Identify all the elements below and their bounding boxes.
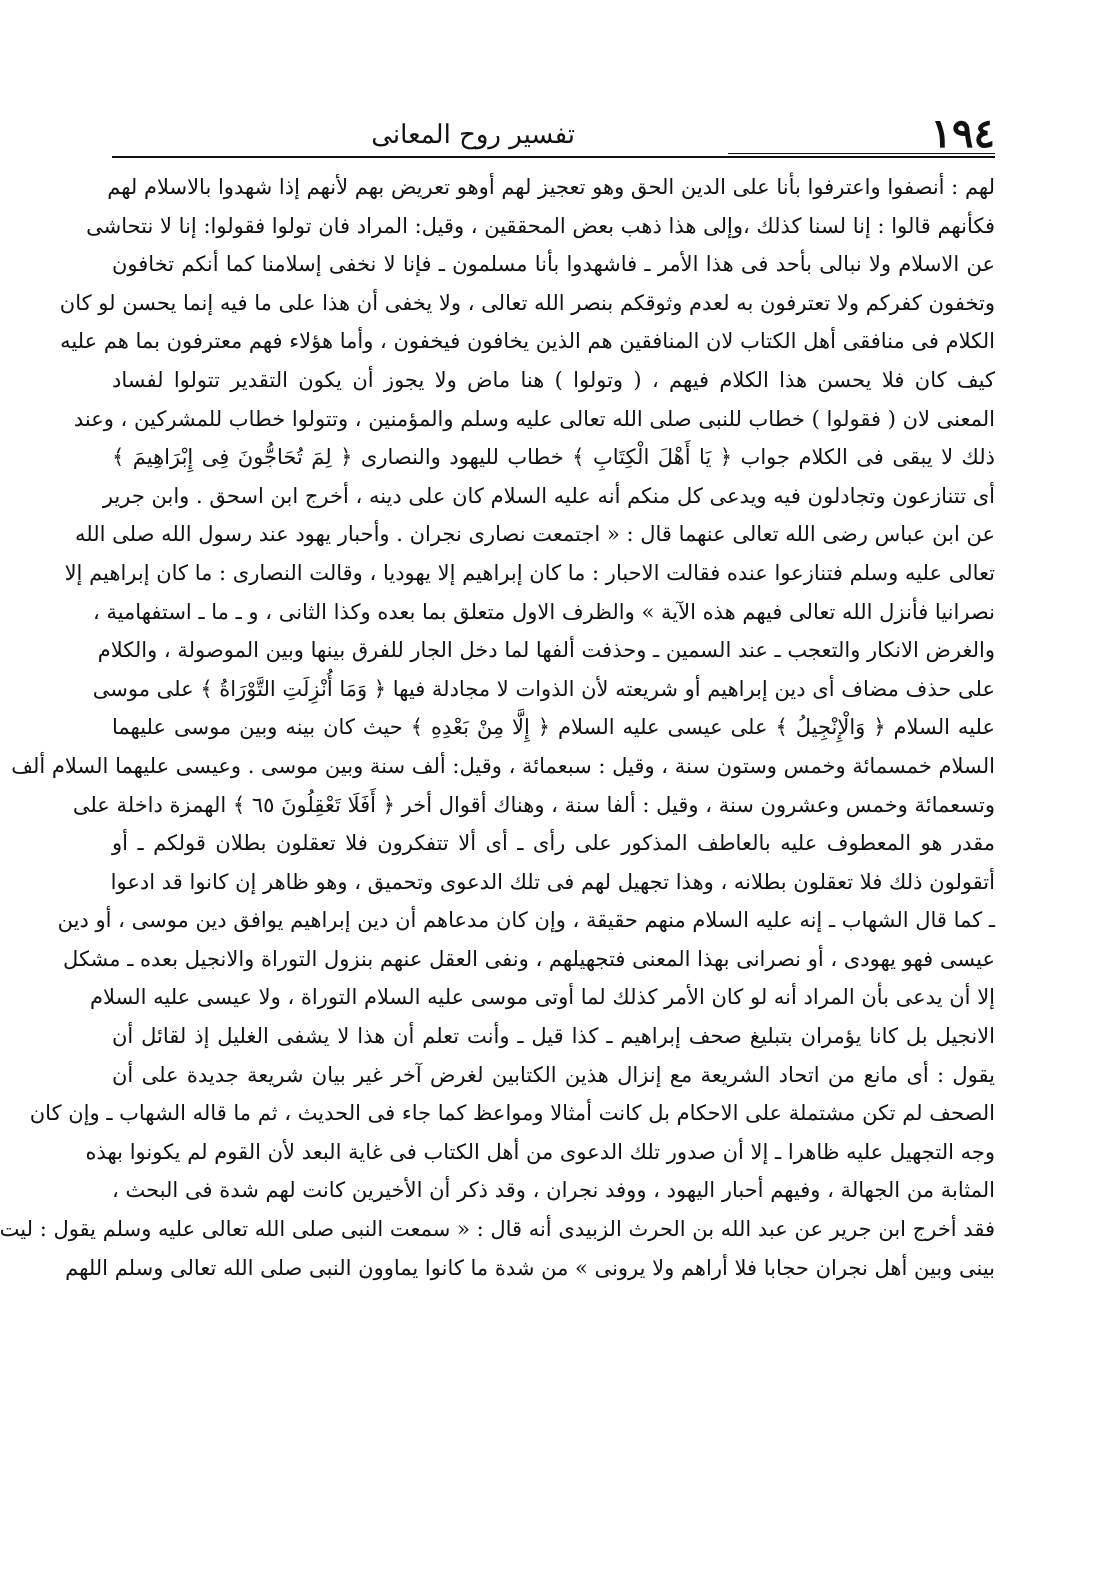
text-line: المثابة من الجهالة ، وفيهم أحبار اليهود ، ووفد نجران ، وقد ذكر أن الأخيرين كانت لهم شدة فى البحث ، [112,1178,995,1203]
text-line: يقول : أى مانع من اتحاد الشريعة مع إنزال هذين الكتابين لغرض آخر غير بيان شريعة جديدة على أن [112,1062,995,1087]
text-line: نصرانيا فأنزل الله تعالى فيهم هذه الآية » والظرف الاول متعلق بما بعده وكذا الثانى ، و ـ ما ـ استفهامية ، [93,599,995,624]
text-line: وتسعمائة وخمس وعشرون سنة ، وقيل : ألفا سنة ، وهناك أقوال أخر ﴿ أَفَلَا تَعْقِلُونَ ٦٥ ﴾ الهمزة داخلة على [72,792,995,817]
text-line: الانجيل بل كانا يؤمران بتبليغ صحف إبراهيم ـ كذا قيل ـ وأنت تعلم أن هذا لا يشفى الغليل إذ لقائل أن [112,1024,995,1049]
text-line: الصحف لم تكن مشتملة على الاحكام بل كانت أمثالا ومواعظ كما جاء فى الحديث ، ثم ما قاله الشهاب ـ وإن كان [29,1101,995,1126]
text-line: أتقولون ذلك فلا تعقلون بطلانه ، وهذا تجهيل لهم فى تلك الدعوى وتحميق ، وهو ظاهر إن كانوا قد ادعوا [110,869,995,894]
text-line: وجه التجهيل عليه ظاهرا ـ إلا أن صدور تلك الدعوى من أهل الكتاب فى غاية البعد لأن القوم لم يكونوا بهذه [85,1139,995,1164]
header-rule-short [728,153,995,154]
text-line: المعنى لان ( فقولوا ) خطاب للنبى صلى الله تعالى عليه وسلم والمؤمنين ، وتتولوا خطاب للمشركين ، وعند [73,406,995,431]
text-line: فقد أخرج ابن جرير عن عبد الله بن الحرث الزبيدى أنه قال : « سمعت النبى صلى الله تعالى عليه وسلم يقول : ليت [0,1217,995,1242]
text-line: إلا أن يدعى بأن المراد أنه لو كان الأمر كذلك لما أوتى موسى عليه السلام التوراة ، ولا عيسى عليه السلام [89,985,995,1010]
body-text [0,168,995,1287]
running-title: تفسير روح المعانى [371,120,575,150]
text-line: وتخفون كفركم ولا تعترفون به لعدم وثوقكم بنصر الله تعالى ، ولا يخفى أن هذا على ما فيه إنما يحسن لو كان [59,290,995,315]
text-line: والغرض الانكار والتعجب ـ عند السمين ـ وحذفت ألفها لما دخل الجار للفرق بينها وبين الموصولة ، والكلام [97,638,995,663]
text-line: عن ابن عباس رضى الله تعالى عنهما قال : « اجتمعت نصارى نجران . وأحبار يهود عند رسول الله صلى الله [75,522,995,547]
text-line: عيسى فهو يهودى ، أو نصرانى بهذا المعنى فتجهيلهم ، ونفى العقل عنهم بنزول التوراة والانجيل بعده ـ مشكل [63,946,995,971]
text-line: الكلام فى منافقى أهل الكتاب لان المنافقين هم الذين يخافون فيخفون ، وأما هؤلاء فهم معترفون بما هم عليه [60,329,995,354]
text-line: ـ كما قال الشهاب ـ إنه عليه السلام منهم حقيقة ، وإن كان مدعاهم أن دين إبراهيم يوافق دين موسى ، أو دين [57,908,995,933]
text-line: تعالى عليه وسلم فتنازعوا عنده فقالت الاحبار : ما كان إبراهيم إلا يهوديا ، وقالت النصارى : ما كان إبراهيم إلا [64,560,995,585]
text-line: السلام خمسمائة وخمس وستون سنة ، وقيل : سبعمائة ، وقيل: ألف سنة وبين موسى . وعيسى عليهما السلام ألف [11,753,995,778]
header-rule [112,156,995,158]
text-line: بينى وبين أهل نجران حجابا فلا أراهم ولا يرونى » من شدة ما كانوا يماوون النبى صلى الله تعالى وسلم اللهم [65,1255,995,1280]
text-line: عليه السلام ﴿ وَالْإِنْجِيلُ ﴾ على عيسى عليه السلام ﴿ إِلَّا مِنْ بَعْدِهِ ﴾ حيث كان بينه وبين موسى عليهما [112,715,995,740]
text-line: مقدر هو المعطوف عليه بالعاطف المذكور على رأى ـ أى ألا تتفكرون فلا تعقلون بطلان قولكم ـ أو [112,831,995,856]
text-line: عن الاسلام ولا نبالى بأحد فى هذا الأمر ـ فاشهدوا بأنا مسلمون ـ فإنا لا نخفى إسلامنا كما أنكم تخافون [112,252,995,277]
text-line: على حذف مضاف أى دين إبراهيم أو شريعته لأن الذوات لا مجادلة فيها ﴿ وَمَا أُنْزِلَتِ التَّوْرَاةُ ﴾ على موسى [92,676,995,701]
text-line: فكأنهم قالوا : إنا لسنا كذلك ،وإلى هذا ذهب بعض المحققين ، وقيل: المراد فان تولوا فقولوا: إنا لا نتحاشى [86,213,995,238]
text-line: لهم : أنصفوا واعترفوا بأنا على الدين الحق وهو تعجيز لهم أوهو تعريض بهم لأنهم إذا شهدوا بالاسلام لهم [107,175,995,199]
text-line: أى تتنازعون وتجادلون فيه ويدعى كل منكم أنه عليه السلام كان على دينه ، أخرج ابن اسحق . وابن جرير [102,483,995,508]
text-line: كيف كان فلا يحسن هذا الكلام فيهم ، ( وتولوا ) هنا ماض ولا يجوز أن يكون التقدير تتولوا لفساد [112,367,995,392]
page-number: ١٩٤ [930,110,995,157]
text-line: ذلك لا يبقى فى الكلام جواب ﴿ يَا أَهْلَ الْكِتَابِ ﴾ خطاب لليهود والنصارى ﴿ لِمَ تُحَاجُّونَ فِى إِبْرَاهِيمَ ﴾ [112,445,995,470]
